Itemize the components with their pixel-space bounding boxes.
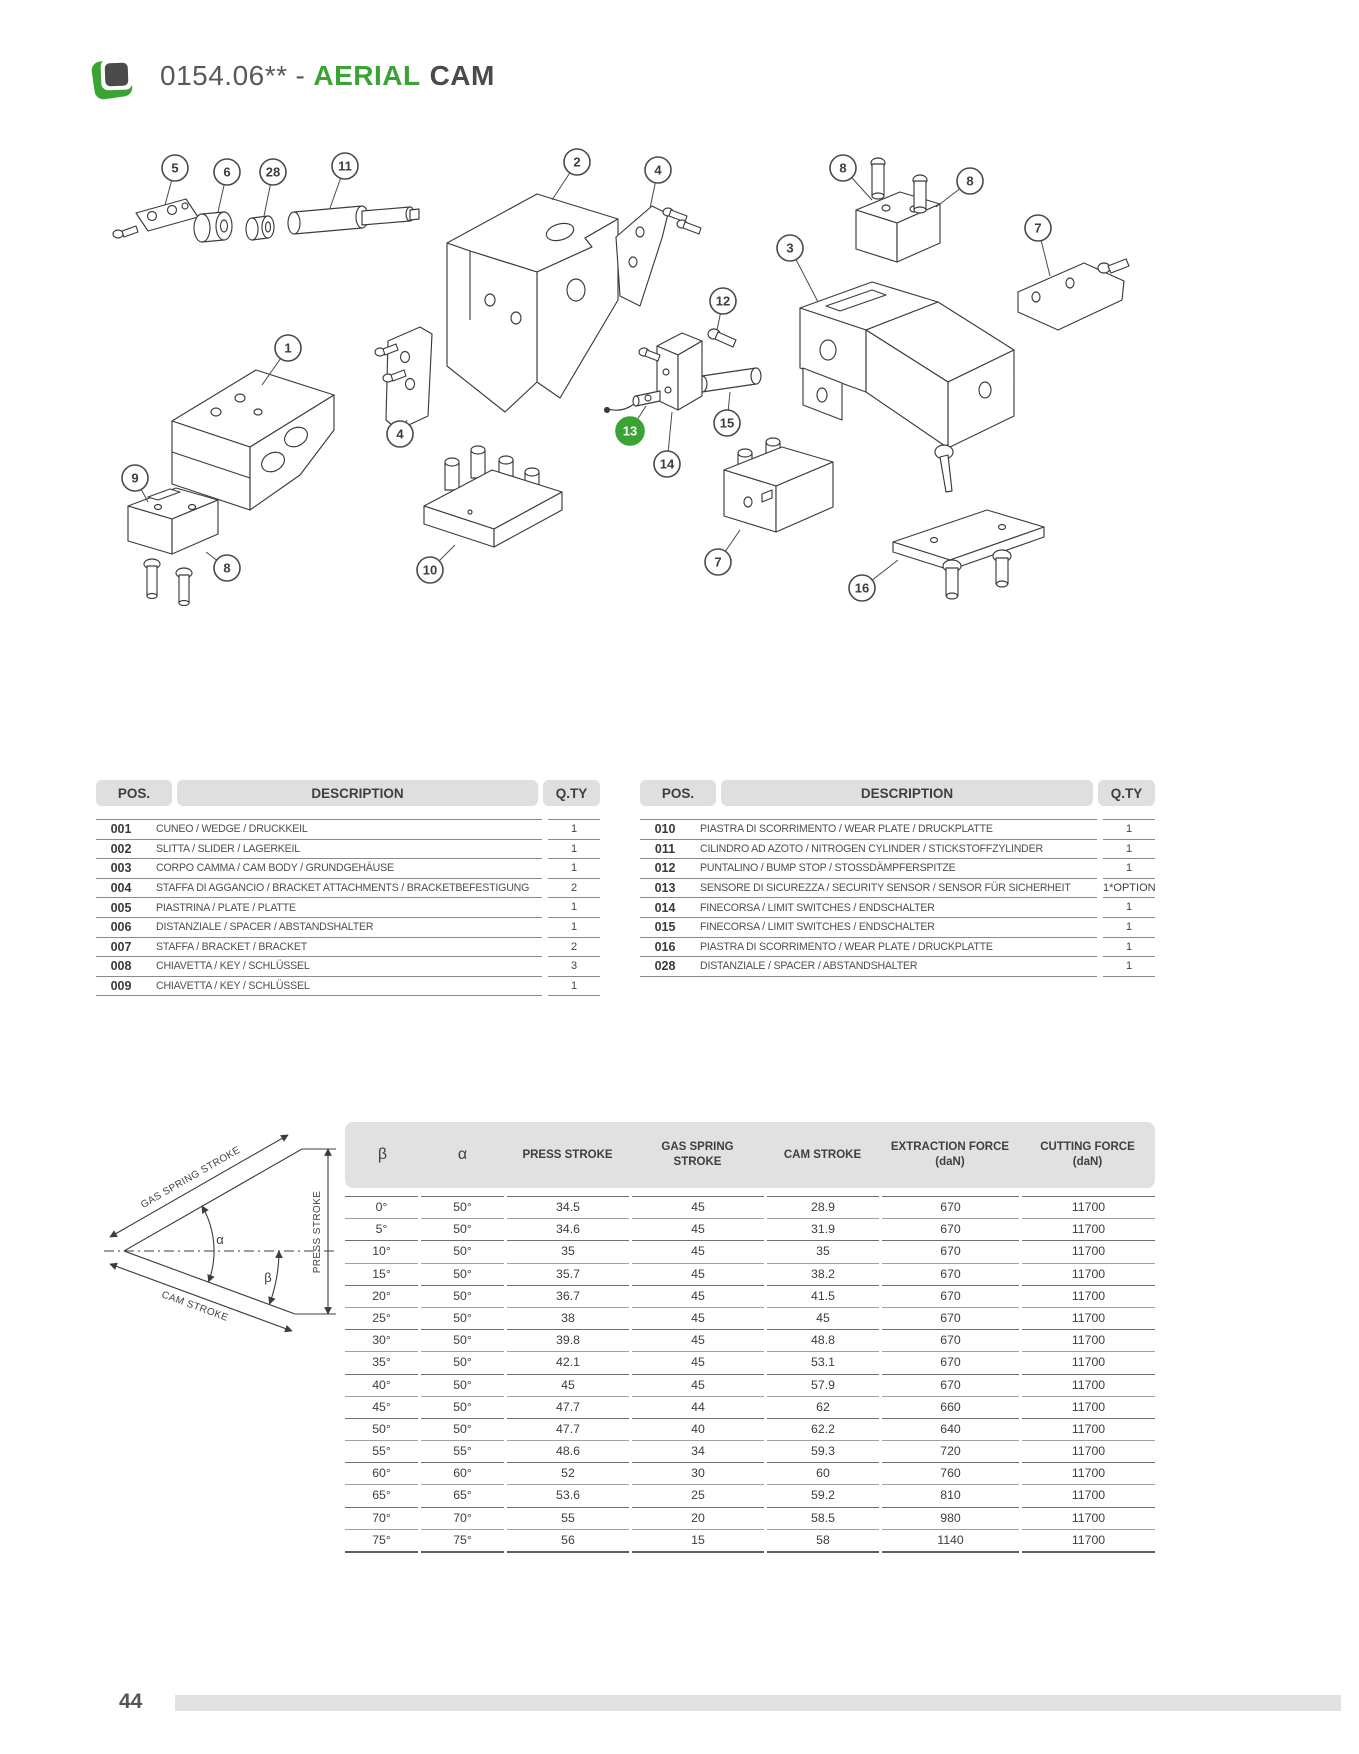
parts-table-right	[640, 780, 1155, 976]
stroke-cell: 75°	[421, 1529, 504, 1551]
stroke-cell: 48.8	[767, 1329, 879, 1351]
part-pos: 011	[654, 841, 676, 856]
part-plate-keys-drawing	[128, 488, 218, 606]
part-description: SENSORE DI SICUREZZA / SECURITY SENSOR / SENSOR FÜR SICHERHEIT	[700, 882, 1071, 895]
stroke-cell: 59.3	[767, 1440, 879, 1462]
part-description: PUNTALINO / BUMP STOP / STOSSDÄMPFERSPITZE	[700, 862, 956, 875]
stroke-cell: 1140	[882, 1529, 1019, 1551]
stroke-cell: 5°	[345, 1218, 418, 1240]
stroke-cell: 11700	[1022, 1307, 1155, 1329]
callout-label: 14	[659, 456, 675, 472]
product-code: 0154.06**	[160, 60, 288, 91]
part-plate-screw-drawing	[113, 199, 198, 238]
callout-label: 28	[265, 164, 281, 180]
stroke-table-row	[345, 1440, 1155, 1462]
parts-table-row	[96, 858, 600, 878]
part-pos: 015	[654, 920, 676, 935]
part-spacer-discs-drawing	[194, 212, 274, 242]
stroke-cell: 44	[632, 1396, 764, 1418]
parts-table-row	[640, 897, 1155, 917]
part-description: DISTANZIALE / SPACER / ABSTANDSHALTER	[156, 921, 374, 934]
stroke-cell: 50°	[421, 1374, 504, 1396]
stroke-cell: 45	[632, 1218, 764, 1240]
part-bracket-bottom-drawing	[724, 438, 833, 532]
stroke-cell: 70°	[345, 1507, 418, 1529]
exploded-view-drawing	[0, 140, 1359, 660]
part-description: CILINDRO AD AZOTO / NITROGEN CYLINDER / STICKSTOFFZYLINDER	[700, 842, 1043, 855]
parts-table-row	[640, 839, 1155, 859]
stroke-cell: 50°	[421, 1240, 504, 1262]
stroke-cell: 670	[882, 1307, 1019, 1329]
parts-table-row	[640, 858, 1155, 878]
stroke-cell: 11700	[1022, 1462, 1155, 1484]
cutting-force-column-header: CUTTING FORCE (daN)	[1040, 1141, 1135, 1168]
stroke-cell: 45	[632, 1351, 764, 1373]
stroke-cell: 15	[632, 1529, 764, 1551]
callout-label: 13	[622, 423, 638, 439]
part-key-block-drawing	[856, 158, 940, 262]
stroke-cell: 11700	[1022, 1263, 1155, 1285]
gas-spring-stroke-column-header: GAS SPRING STROKE	[661, 1141, 734, 1168]
part-bump-stop-drawing	[697, 329, 761, 392]
stroke-cell: 11700	[1022, 1196, 1155, 1218]
part-description: CUNEO / WEDGE / DRUCKKEIL	[156, 823, 308, 836]
alpha-label: α	[216, 1232, 224, 1247]
stroke-table-row	[345, 1285, 1155, 1307]
stroke-cell: 45	[632, 1196, 764, 1218]
stroke-cell: 15°	[345, 1263, 418, 1285]
stroke-cell: 35	[767, 1240, 879, 1262]
extraction-force-column-header: EXTRACTION FORCE (daN)	[890, 1141, 1010, 1168]
parts-table-body	[640, 819, 1155, 976]
stroke-cell: 34	[632, 1440, 764, 1462]
part-description: PIASTRA DI SCORRIMENTO / WEAR PLATE / DRUCKPLATTE	[700, 940, 993, 953]
stroke-cell: 34.6	[507, 1218, 629, 1240]
stroke-cell: 53.1	[767, 1351, 879, 1373]
stroke-cell: 35	[507, 1240, 629, 1262]
part-nitrogen-cylinder-drawing	[288, 206, 419, 234]
stroke-table-row	[345, 1196, 1155, 1218]
part-cam-body-drawing	[447, 194, 618, 412]
stroke-cell: 48.6	[507, 1440, 629, 1462]
stroke-cell: 38.2	[767, 1263, 879, 1285]
parts-table-header	[640, 780, 1155, 806]
callout-label: 8	[223, 560, 231, 576]
part-qty: 1	[548, 819, 600, 839]
stroke-cell: 660	[882, 1396, 1019, 1418]
parts-table-row	[96, 839, 600, 859]
stroke-cell: 60	[767, 1462, 879, 1484]
stroke-cell: 670	[882, 1196, 1019, 1218]
stroke-cell: 50°	[421, 1218, 504, 1240]
cam-stroke-label: CAM STROKE	[160, 1289, 230, 1324]
stroke-angle-diagram	[92, 1132, 348, 1354]
qty-column-header: Q.TY	[1098, 780, 1155, 806]
stroke-cell: 50°	[421, 1329, 504, 1351]
press-stroke-label: PRESS STROKE	[312, 1190, 323, 1274]
part-description: STAFFA DI AGGANCIO / BRACKET ATTACHMENTS / BRACKETBEFESTIGUNG	[156, 882, 530, 895]
callout-label: 5	[171, 160, 179, 176]
beta-label: β	[264, 1270, 272, 1285]
stroke-cell: 36.7	[507, 1285, 629, 1307]
part-qty: 1	[1103, 917, 1155, 937]
part-wedge-drawing	[172, 370, 334, 510]
part-description: SLITTA / SLIDER / LAGERKEIL	[156, 842, 300, 855]
parts-table-row	[640, 878, 1155, 898]
parts-table-row	[96, 937, 600, 957]
stroke-cell: 60°	[421, 1462, 504, 1484]
stroke-table-row	[345, 1307, 1155, 1329]
stroke-cell: 670	[882, 1263, 1019, 1285]
stroke-cell: 20	[632, 1507, 764, 1529]
callout-label: 15	[719, 415, 735, 431]
stroke-cell: 45	[767, 1307, 879, 1329]
stroke-cell: 50°	[421, 1263, 504, 1285]
stroke-data-table	[345, 1122, 1155, 1551]
parts-table-row	[640, 937, 1155, 957]
stroke-cell: 45	[632, 1263, 764, 1285]
stroke-cell: 42.1	[507, 1351, 629, 1373]
stroke-cell: 50°	[421, 1418, 504, 1440]
part-pos: 009	[110, 979, 132, 994]
part-qty: 1	[548, 858, 600, 878]
stroke-cell: 31.9	[767, 1218, 879, 1240]
stroke-cell: 0°	[345, 1196, 418, 1218]
part-pos: 014	[654, 900, 676, 915]
part-qty: 1	[548, 917, 600, 937]
stroke-cell: 40°	[345, 1374, 418, 1396]
stroke-cell: 810	[882, 1484, 1019, 1506]
stroke-cell: 65°	[345, 1484, 418, 1506]
page-number: 44	[119, 1690, 143, 1713]
part-pos: 028	[654, 959, 676, 974]
stroke-cell: 670	[882, 1240, 1019, 1262]
title-rest: CAM	[429, 60, 495, 91]
stroke-table-row	[345, 1418, 1155, 1440]
press-stroke-column-header: PRESS STROKE	[522, 1148, 613, 1161]
brand-logo-icon	[88, 48, 142, 104]
callout-label: 9	[131, 470, 139, 486]
stroke-cell: 55°	[421, 1440, 504, 1462]
stroke-cell: 10°	[345, 1240, 418, 1262]
cam-stroke-column-header: CAM STROKE	[783, 1148, 862, 1161]
part-pos: 003	[110, 861, 132, 876]
part-qty: 2	[548, 937, 600, 957]
stroke-cell: 65°	[421, 1484, 504, 1506]
part-description: CORPO CAMMA / CAM BODY / GRUNDGEHÄUSE	[156, 862, 394, 875]
stroke-cell: 11700	[1022, 1351, 1155, 1373]
stroke-cell: 53.6	[507, 1484, 629, 1506]
stroke-cell: 39.8	[507, 1329, 629, 1351]
parts-table-left	[96, 780, 600, 995]
part-qty: 3	[548, 956, 600, 976]
alpha-arc	[202, 1206, 214, 1282]
part-description: PIASTRINA / PLATE / PLATTE	[156, 901, 296, 914]
stroke-cell: 60°	[345, 1462, 418, 1484]
stroke-cell: 11700	[1022, 1418, 1155, 1440]
part-pos: 007	[110, 939, 132, 954]
part-description: STAFFA / BRACKET / BRACKET	[156, 940, 307, 953]
callout-label: 3	[786, 240, 794, 256]
stroke-table-row	[345, 1351, 1155, 1373]
stroke-table-header	[345, 1122, 1155, 1188]
callout-label: 1	[284, 340, 292, 356]
part-bracket-upper-drawing	[616, 206, 701, 306]
stroke-table-row	[345, 1218, 1155, 1240]
stroke-cell: 62.2	[767, 1418, 879, 1440]
stroke-cell: 25	[632, 1484, 764, 1506]
callout-label: 8	[839, 160, 847, 176]
callout-label: 7	[1034, 220, 1042, 236]
title-separator: -	[295, 60, 306, 91]
stroke-cell: 30°	[345, 1329, 418, 1351]
part-wear-plate-flat-drawing	[893, 510, 1044, 599]
gas-spring-stroke-label: GAS SPRING STROKE	[139, 1144, 243, 1211]
part-security-sensor-drawing	[605, 391, 661, 413]
stroke-cell: 45	[507, 1374, 629, 1396]
part-qty: 1	[548, 897, 600, 917]
callout-label: 7	[714, 554, 722, 570]
part-qty: 1	[1103, 858, 1155, 878]
stroke-cell: 50°	[345, 1418, 418, 1440]
stroke-cell: 11700	[1022, 1240, 1155, 1262]
part-pos: 002	[110, 841, 132, 856]
stroke-cell: 35.7	[507, 1263, 629, 1285]
stroke-cell: 760	[882, 1462, 1019, 1484]
stroke-cell: 45°	[345, 1396, 418, 1418]
part-description: DISTANZIALE / SPACER / ABSTANDSHALTER	[700, 960, 918, 973]
parts-table-row	[640, 956, 1155, 976]
stroke-cell: 35°	[345, 1351, 418, 1373]
description-column-header: DESCRIPTION	[177, 780, 538, 806]
part-description: FINECORSA / LIMIT SWITCHES / ENDSCHALTER	[700, 921, 935, 934]
alpha-column-header: α	[457, 1145, 468, 1163]
stroke-table-row	[345, 1529, 1155, 1551]
parts-table-body	[96, 819, 600, 995]
part-qty: 1*OPTION	[1103, 878, 1155, 898]
stroke-cell: 55°	[345, 1440, 418, 1462]
stroke-cell: 670	[882, 1218, 1019, 1240]
stroke-cell: 45	[632, 1329, 764, 1351]
part-pos: 008	[110, 959, 132, 974]
stroke-cell: 56	[507, 1529, 629, 1551]
part-qty: 1	[1103, 897, 1155, 917]
parts-table-row	[640, 917, 1155, 937]
gas-spring-dimension	[110, 1135, 288, 1237]
stroke-cell: 50°	[421, 1196, 504, 1218]
part-pos: 013	[654, 881, 676, 896]
part-pos: 004	[110, 881, 132, 896]
stroke-cell: 720	[882, 1440, 1019, 1462]
part-description: CHIAVETTA / KEY / SCHLÜSSEL	[156, 960, 310, 973]
stroke-cell: 47.7	[507, 1418, 629, 1440]
stroke-table-row	[345, 1329, 1155, 1351]
stroke-cell: 28.9	[767, 1196, 879, 1218]
description-column-header: DESCRIPTION	[721, 780, 1093, 806]
stroke-cell: 41.5	[767, 1285, 879, 1307]
part-description: PIASTRA DI SCORRIMENTO / WEAR PLATE / DRUCKPLATTE	[700, 823, 993, 836]
stroke-cell: 670	[882, 1285, 1019, 1307]
stroke-cell: 75°	[345, 1529, 418, 1551]
part-main-bracket-drawing	[800, 282, 1014, 492]
callout-label: 6	[223, 164, 231, 180]
stroke-table-row	[345, 1507, 1155, 1529]
callout-label: 8	[966, 173, 974, 189]
stroke-cell: 11700	[1022, 1329, 1155, 1351]
stroke-cell: 670	[882, 1329, 1019, 1351]
stroke-cell: 57.9	[767, 1374, 879, 1396]
stroke-table-row	[345, 1462, 1155, 1484]
stroke-cell: 980	[882, 1507, 1019, 1529]
callout-label: 10	[422, 562, 438, 578]
stroke-cell: 58	[767, 1529, 879, 1551]
stroke-cell: 38	[507, 1307, 629, 1329]
part-qty: 1	[1103, 819, 1155, 839]
part-qty: 2	[548, 878, 600, 898]
qty-column-header: Q.TY	[543, 780, 600, 806]
part-pos: 005	[110, 900, 132, 915]
footer-bar	[175, 1695, 1341, 1711]
stroke-cell: 34.5	[507, 1196, 629, 1218]
callout-label: 12	[715, 293, 731, 309]
stroke-cell: 45	[632, 1307, 764, 1329]
beta-column-header: β	[377, 1145, 388, 1163]
part-pos: 006	[110, 920, 132, 935]
stroke-cell: 11700	[1022, 1440, 1155, 1462]
callout-label: 4	[654, 162, 662, 178]
parts-table-row	[96, 819, 600, 839]
callout-label: 11	[338, 158, 352, 174]
part-bracket-top-right-drawing	[1018, 259, 1129, 330]
stroke-cell: 11700	[1022, 1285, 1155, 1307]
stroke-table-row	[345, 1396, 1155, 1418]
parts-table-row	[96, 976, 600, 996]
stroke-table-row	[345, 1263, 1155, 1285]
stroke-table-body	[345, 1196, 1155, 1551]
stroke-cell: 670	[882, 1374, 1019, 1396]
stroke-cell: 640	[882, 1418, 1019, 1440]
stroke-table-row	[345, 1484, 1155, 1506]
callout-label: 2	[573, 154, 581, 170]
part-pos: 016	[654, 939, 676, 954]
stroke-cell: 45	[632, 1374, 764, 1396]
stroke-table-row	[345, 1240, 1155, 1262]
stroke-cell: 50°	[421, 1307, 504, 1329]
part-qty: 1	[1103, 937, 1155, 957]
stroke-cell: 62	[767, 1396, 879, 1418]
stroke-cell: 45	[632, 1240, 764, 1262]
stroke-cell: 11700	[1022, 1374, 1155, 1396]
stroke-cell: 59.2	[767, 1484, 879, 1506]
page-header	[88, 48, 495, 104]
part-description: CHIAVETTA / KEY / SCHLÜSSEL	[156, 980, 310, 993]
part-qty: 1	[1103, 956, 1155, 976]
stroke-cell: 11700	[1022, 1218, 1155, 1240]
stroke-cell: 52	[507, 1462, 629, 1484]
parts-table-row	[96, 917, 600, 937]
stroke-cell: 11700	[1022, 1484, 1155, 1506]
stroke-cell: 20°	[345, 1285, 418, 1307]
page-title	[160, 60, 495, 92]
parts-table-row	[640, 819, 1155, 839]
stroke-cell: 45	[632, 1285, 764, 1307]
stroke-cell: 50°	[421, 1351, 504, 1373]
stroke-cell: 11700	[1022, 1529, 1155, 1551]
parts-table-header	[96, 780, 600, 806]
stroke-cell: 50°	[421, 1396, 504, 1418]
stroke-cell: 47.7	[507, 1396, 629, 1418]
callout-label: 4	[396, 426, 404, 442]
stroke-table-row	[345, 1374, 1155, 1396]
part-qty: 1	[548, 839, 600, 859]
stroke-cell: 50°	[421, 1285, 504, 1307]
parts-table-row	[96, 956, 600, 976]
stroke-cell: 11700	[1022, 1396, 1155, 1418]
part-qty: 1	[548, 976, 600, 996]
stroke-cell: 670	[882, 1351, 1019, 1373]
parts-table-row	[96, 897, 600, 917]
part-pos: 010	[654, 822, 676, 837]
part-pos: 001	[110, 822, 132, 837]
parts-table-row	[96, 878, 600, 898]
title-accent: AERIAL	[313, 60, 421, 91]
part-description: FINECORSA / LIMIT SWITCHES / ENDSCHALTER	[700, 901, 935, 914]
pos-column-header: POS.	[640, 780, 716, 806]
part-qty: 1	[1103, 839, 1155, 859]
stroke-cell: 30	[632, 1462, 764, 1484]
part-wear-plate-drawing	[424, 446, 562, 547]
stroke-cell: 70°	[421, 1507, 504, 1529]
stroke-cell: 55	[507, 1507, 629, 1529]
part-pos: 012	[654, 861, 676, 876]
part-bracket-lower-drawing	[375, 327, 432, 430]
callout-label: 16	[854, 580, 870, 596]
pos-column-header: POS.	[96, 780, 172, 806]
stroke-cell: 40	[632, 1418, 764, 1440]
stroke-cell: 25°	[345, 1307, 418, 1329]
stroke-cell: 58.5	[767, 1507, 879, 1529]
stroke-cell: 11700	[1022, 1507, 1155, 1529]
